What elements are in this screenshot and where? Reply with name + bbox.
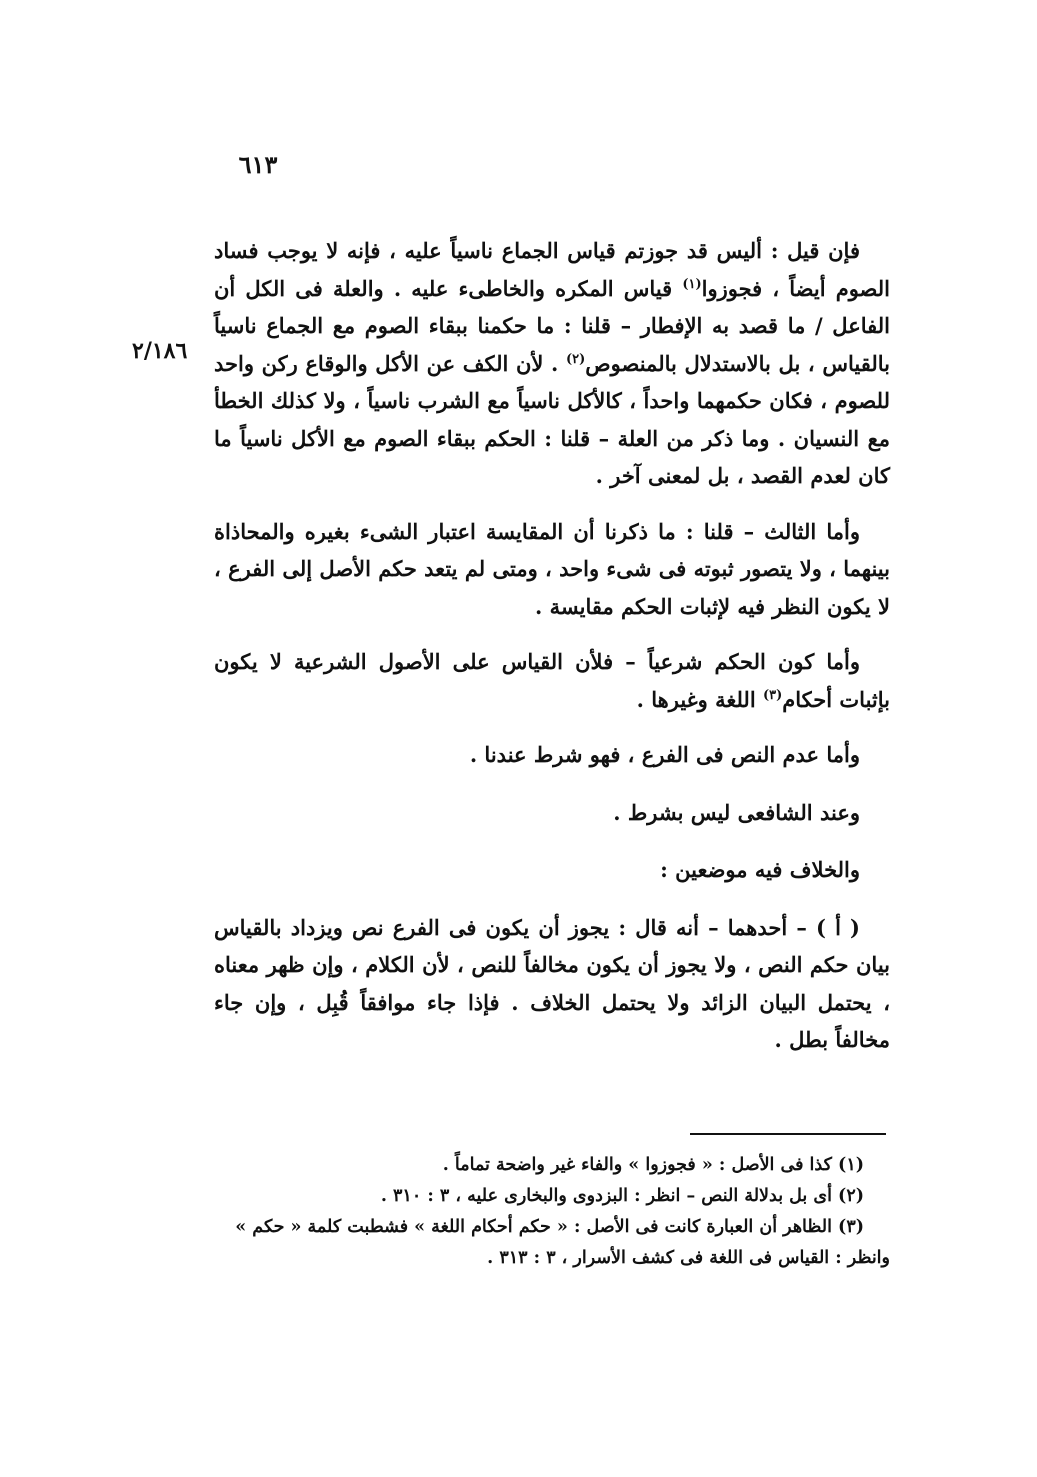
- footnote-divider: [690, 1133, 886, 1135]
- footnote-3: (٣) الظاهر أن العبارة كانت فى الأصل : « حكم أحكام اللغة » فشطبت كلمة « حكم »: [235, 1217, 864, 1237]
- paragraph-5: وعند الشافعى ليس بشرط .: [613, 799, 860, 825]
- paragraph-1: [214, 232, 890, 495]
- footnote-ref-3: (٣): [762, 687, 783, 703]
- paragraph-2: وأما الثالث – قلنا : ما ذكرنا أن المقايسة اعتبار الشىء بغيره والمحاذاة بينهما ، ولا يتصور ثبوته فى شىء واحد ، ومتى لم يتعد حكم الأصل إلى الفرع ، لا يكون النظر فيه لإثبات الحكم مقايسة .: [214, 518, 890, 619]
- footnote-ref-1: (١): [682, 276, 702, 292]
- paragraph-6: والخلاف فيه موضعين :: [660, 857, 860, 882]
- footnote-ref-2: (٢): [565, 351, 586, 367]
- page-number: ٦١٣: [238, 150, 278, 179]
- paragraph-4: وأما عدم النص فى الفرع ، فهو شرط عندنا .: [469, 742, 860, 767]
- paragraph-7: ( أ ) – أحدهما – أنه قال : يجوز أن يكون فى الفرع نص ويزداد بالقياس بيان حكم النص ، ولا يجوز أن يكون مخالفاً للنص ، لأن الكلام ، وإن ظهر معناه ، يحتمل البيان الزائد ولا يحتمل الخلاف . فإذا جاء موافقاً قُبِل ، وإن جاء مخالفاً بطل .: [214, 914, 890, 1052]
- margin-reference: ٢/١٨٦: [132, 338, 188, 364]
- footnotes: [214, 1150, 890, 1274]
- footnote-3-continuation: وانظر : القياس فى اللغة فى كشف الأسرار ، ٣ : ٣١٣ .: [487, 1248, 890, 1268]
- paragraph-3-part-1: وأما كون الحكم شرعياً – فلأن القياس على الأصول الشرعية لا يكون بإثبات أحكام: [214, 649, 890, 712]
- paragraph-1-part-2: قياس المكره والخاطىء عليه . والعلة فى الكل أن الفاعل / ما قصد به الإفطار – قلنا : ما حكمنا ببقاء الصوم مع الجماع ناسياً بالقياس ، بل بالاستدلال بالمنصوص: [214, 275, 890, 376]
- main-text: [214, 232, 890, 1077]
- footnote-1: (١) كذا فى الأصل : « فجوزوا » والفاء غير واضحة تماماً .: [442, 1155, 864, 1175]
- paragraph-1-part-3: . لأن الكف عن الأكل والوقاع ركن واحد للصوم ، فكان حكمهما واحداً ، كالأكل ناسياً مع الشرب ناسياً ، ولا كذلك الخطأ مع النسيان . وما ذكر من العلة – قلنا : الحكم ببقاء الصوم مع الأكل ناسياً ما كان لعدم القصد ، بل لمعنى آخر .: [214, 350, 890, 488]
- paragraph-3-part-2: اللغة وغيرها .: [636, 686, 763, 712]
- footnote-2: (٢) أى بل بدلالة النص – انظر : البزدوى والبخارى عليه ، ٣ : ٣١٠ .: [380, 1186, 864, 1206]
- paragraph-1-part-1: فإن قيل : أليس قد جوزتم قياس الجماع ناسياً عليه ، فإنه لا يوجب فساد الصوم أيضاً ، فجوزوا: [214, 238, 890, 301]
- paragraph-3: [214, 643, 890, 718]
